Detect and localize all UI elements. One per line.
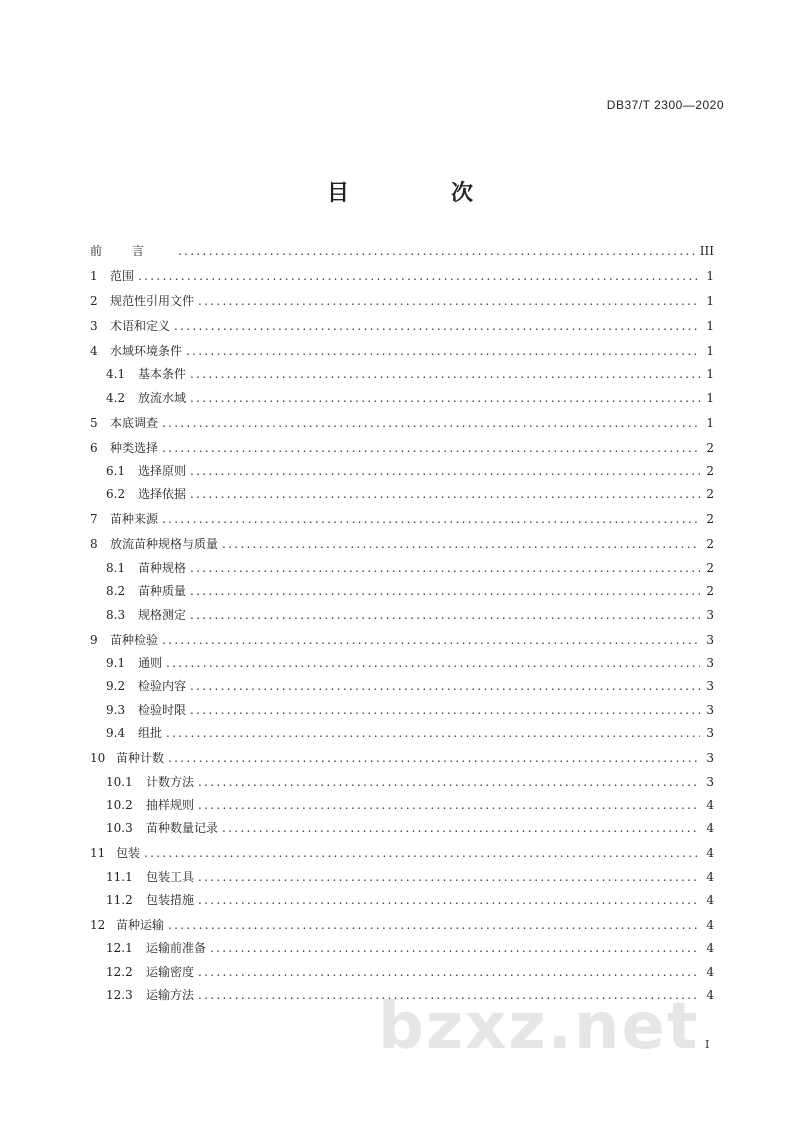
toc-entry-number: 6.1 (106, 464, 126, 479)
watermark: bzxz.net (378, 990, 700, 1064)
toc-entry-page: 4 (706, 918, 714, 933)
toc-entry-page: 4 (706, 869, 714, 884)
toc-entry-number: 3 (90, 318, 98, 333)
toc-entry-page: 2 (706, 537, 714, 552)
toc-entry-label: 规格测定 (138, 607, 187, 622)
toc-entry-label: 通则 (138, 655, 163, 670)
toc-entry-page: 2 (706, 560, 714, 575)
toc-leader-dots (174, 315, 700, 338)
toc-leader-dots (190, 557, 700, 580)
toc-entry-number: 4.1 (106, 367, 126, 382)
toc-entry[interactable] (90, 794, 714, 817)
toc-entry-label: 苗种计数 (116, 751, 165, 766)
toc-entry[interactable] (90, 771, 714, 794)
toc-entry[interactable] (90, 961, 714, 984)
toc-entry[interactable] (90, 363, 714, 386)
toc-leader-dots (198, 866, 700, 889)
toc-entry[interactable] (90, 889, 714, 912)
toc-leader-dots (210, 937, 700, 960)
toc-entry-label: 范围 (110, 268, 135, 283)
toc-leader-dots (190, 363, 700, 386)
toc-entry-label: 种类选择 (110, 440, 159, 455)
toc-entry-number: 10.1 (106, 774, 133, 789)
toc-entry-page: 3 (706, 751, 714, 766)
toc-leader-dots (190, 604, 700, 627)
toc-leader-dots (166, 652, 700, 675)
toc-leader-dots (138, 265, 700, 288)
toc-entry-number: 6.2 (106, 487, 126, 502)
toc-entry[interactable] (90, 699, 714, 722)
toc-entry-number: 12 (90, 918, 106, 933)
toc-entry-label: 检验时限 (138, 702, 187, 717)
toc-entry-page: 3 (706, 726, 714, 741)
toc-leader-dots (162, 508, 700, 531)
toc-entry[interactable] (90, 604, 714, 627)
toc-entry-label: 术语和定义 (110, 318, 171, 333)
toc-entry[interactable] (90, 240, 714, 263)
toc-entry-number: 10 (90, 751, 106, 766)
toc-leader-dots (186, 340, 700, 363)
toc-entry[interactable] (90, 866, 714, 889)
toc-entry-number: 9.1 (106, 655, 126, 670)
toc-entry-number: 9 (90, 632, 98, 647)
toc-entry[interactable] (90, 914, 714, 937)
toc-entry-label: 前言 (90, 244, 175, 258)
table-of-contents (90, 240, 714, 1008)
toc-entry-number: 4 (90, 343, 98, 358)
toc-entry[interactable] (90, 460, 714, 483)
toc-entry[interactable] (90, 937, 714, 960)
toc-leader-dots (162, 437, 700, 460)
toc-entry-number: 8 (90, 537, 98, 552)
toc-entry[interactable] (90, 675, 714, 698)
toc-entry-number: 8.2 (106, 584, 126, 599)
toc-leader-dots (168, 914, 700, 937)
toc-entry-page: 1 (706, 318, 714, 333)
toc-entry-label: 运输方法 (146, 988, 195, 1003)
toc-leader-dots (166, 722, 700, 745)
toc-leader-dots (198, 771, 700, 794)
toc-entry-number: 12.1 (106, 941, 133, 956)
toc-entry[interactable] (90, 533, 714, 556)
toc-entry-number: 4.2 (106, 390, 126, 405)
toc-leader-dots (190, 580, 700, 603)
toc-entry[interactable] (90, 842, 714, 865)
toc-entry-label: 抽样规则 (146, 797, 195, 812)
toc-entry-page: 4 (706, 846, 714, 861)
toc-entry-label: 包装措施 (146, 893, 195, 908)
toc-entry[interactable] (90, 652, 714, 675)
toc-entry-label: 苗种运输 (116, 918, 165, 933)
toc-entry[interactable] (90, 437, 714, 460)
toc-entry-page: 3 (706, 632, 714, 647)
toc-leader-dots (198, 961, 700, 984)
toc-entry-label: 选择依据 (138, 487, 187, 502)
toc-entry-number: 11 (90, 846, 106, 861)
toc-entry-label: 放流苗种规格与质量 (110, 537, 219, 552)
toc-entry-label: 苗种数量记录 (146, 821, 219, 836)
toc-entry-page: 1 (706, 390, 714, 405)
toc-entry-page: 3 (706, 679, 714, 694)
toc-leader-dots (144, 842, 700, 865)
toc-entry[interactable] (90, 722, 714, 745)
toc-leader-dots (198, 290, 700, 313)
toc-leader-dots (222, 533, 700, 556)
toc-leader-dots (198, 794, 700, 817)
toc-entry-page: 2 (706, 584, 714, 599)
toc-entry-number: 6 (90, 440, 98, 455)
toc-entry-label: 苗种规格 (138, 560, 187, 575)
toc-entry-number: 11.2 (106, 893, 133, 908)
toc-entry-page: 3 (706, 607, 714, 622)
toc-entry-number: 11.1 (106, 869, 133, 884)
toc-entry[interactable] (90, 265, 714, 288)
document-code: DB37/T 2300—2020 (606, 98, 724, 112)
toc-entry-page: 1 (706, 293, 714, 308)
toc-entry-label: 规范性引用文件 (110, 293, 195, 308)
toc-entry[interactable] (90, 387, 714, 410)
toc-entry-label: 计数方法 (146, 774, 195, 789)
toc-entry-number: 9.4 (106, 726, 126, 741)
toc-leader-dots (190, 460, 700, 483)
toc-entry-number: 12.3 (106, 988, 133, 1003)
toc-entry[interactable] (90, 557, 714, 580)
toc-entry-label: 本底调查 (110, 415, 159, 430)
toc-entry-label: 基本条件 (138, 367, 187, 382)
toc-leader-dots (162, 629, 700, 652)
toc-entry-page: 1 (706, 343, 714, 358)
toc-entry-page: 4 (706, 941, 714, 956)
toc-entry[interactable] (90, 580, 714, 603)
toc-leader-dots (190, 387, 700, 410)
toc-entry[interactable] (90, 483, 714, 506)
toc-entry-page: 4 (706, 988, 714, 1003)
toc-leader-dots (190, 699, 700, 722)
toc-entry-page: 4 (706, 964, 714, 979)
toc-leader-dots (168, 747, 700, 770)
toc-entry-page: 2 (706, 440, 714, 455)
toc-leader-dots (162, 412, 700, 435)
toc-entry[interactable] (90, 817, 714, 840)
toc-entry[interactable] (90, 315, 714, 338)
toc-entry-number: 7 (90, 512, 98, 527)
toc-entry-label: 苗种质量 (138, 584, 187, 599)
toc-entry-label: 检验内容 (138, 679, 187, 694)
toc-entry-label: 运输密度 (146, 964, 195, 979)
toc-entry-label: 水域环境条件 (110, 343, 183, 358)
toc-entry-number: 10.3 (106, 821, 133, 836)
toc-entry-label: 苗种检验 (110, 632, 159, 647)
toc-entry-page: 4 (706, 797, 714, 812)
toc-entry[interactable] (90, 340, 714, 363)
toc-entry-label: 包装 (116, 846, 141, 861)
toc-entry-label: 苗种来源 (110, 512, 159, 527)
toc-entry-page: 2 (706, 487, 714, 502)
toc-entry[interactable] (90, 508, 714, 531)
toc-entry-page: 4 (706, 821, 714, 836)
toc-entry-number: 1 (90, 268, 98, 283)
toc-entry-page: 3 (706, 774, 714, 789)
toc-entry-page: 1 (706, 268, 714, 283)
toc-leader-dots (222, 817, 700, 840)
toc-entry-page: 3 (706, 702, 714, 717)
toc-entry-number: 12.2 (106, 964, 133, 979)
toc-entry-label: 运输前准备 (146, 941, 207, 956)
toc-entry-label: 放流水域 (138, 390, 187, 405)
toc-entry-label: 包装工具 (146, 869, 195, 884)
toc-entry-number: 9.2 (106, 679, 126, 694)
toc-entry-page: 4 (706, 893, 714, 908)
toc-entry-page: 2 (706, 512, 714, 527)
toc-leader-dots (198, 889, 700, 912)
toc-entry-page: 2 (706, 464, 714, 479)
toc-entry-page: III (699, 244, 714, 258)
toc-entry[interactable] (90, 629, 714, 652)
toc-entry-label: 组批 (138, 726, 163, 741)
toc-entry-number: 10.2 (106, 797, 133, 812)
toc-entry[interactable] (90, 747, 714, 770)
toc-entry-page: 3 (706, 655, 714, 670)
toc-entry[interactable] (90, 290, 714, 313)
toc-entry-number: 2 (90, 293, 98, 308)
page-number: I (705, 1038, 710, 1051)
toc-title: 目 次 (326, 180, 513, 206)
toc-entry-number: 9.3 (106, 702, 126, 717)
toc-leader-dots (178, 240, 696, 263)
toc-leader-dots (190, 483, 700, 506)
toc-entry-page: 1 (706, 415, 714, 430)
toc-entry-number: 8.3 (106, 607, 126, 622)
toc-entry-label: 选择原则 (138, 464, 187, 479)
toc-leader-dots (190, 675, 700, 698)
toc-entry-page: 1 (706, 367, 714, 382)
toc-entry[interactable] (90, 412, 714, 435)
toc-entry-number: 8.1 (106, 560, 126, 575)
toc-entry-number: 5 (90, 415, 98, 430)
